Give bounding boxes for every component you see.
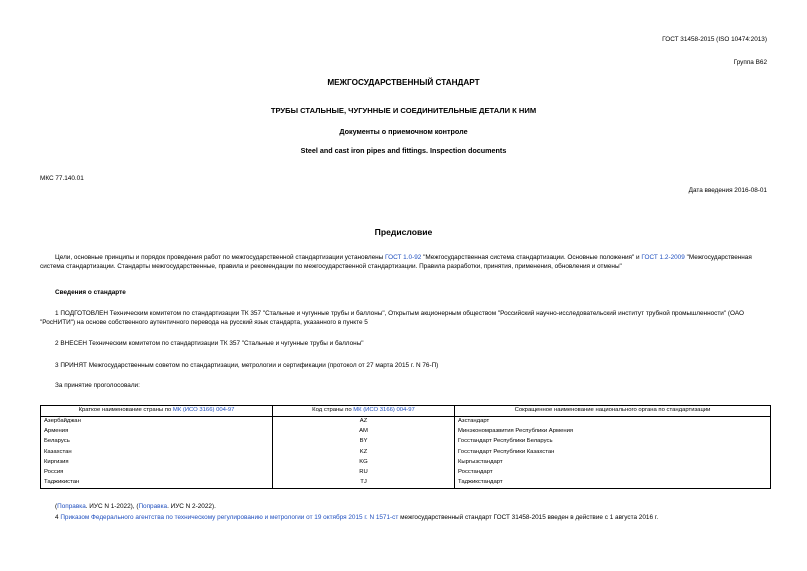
code-cell: RU — [273, 468, 455, 478]
group-code: Группа В62 — [733, 59, 767, 66]
subtitle-en: Steel and cast iron pipes and fittings. Inspection documents — [300, 146, 507, 155]
table-row — [41, 417, 771, 428]
code-cell: KZ — [273, 448, 455, 458]
table-row — [41, 458, 771, 468]
gost-number: ГОСТ 31458-2015 (ISO 10474:2013) — [662, 36, 767, 43]
table-row — [41, 448, 771, 458]
body-cell: Минэкономразвития Республики Армения — [455, 427, 771, 437]
subtitle-ru: Документы о приемочном контроле — [339, 127, 468, 136]
country-cell: Казахстан — [41, 448, 273, 458]
table-row — [41, 478, 771, 489]
item-3-adopted: 3 ПРИНЯТ Межгосударственным советом по стандартизации, метрологии и сертификации (протокол от 27 марта 2015 г. N 76-П) — [55, 362, 439, 369]
header-text: Краткое наименование страны по — [78, 407, 173, 414]
mk-iso-3166-link[interactable]: МК (ИСО 3166) 004-97 — [353, 407, 415, 414]
country-cell: Азербайджан — [41, 417, 273, 428]
preface-text: Цели, основные принципы и порядок проведения работ по межгосударственной стандартизации установлены — [55, 254, 386, 261]
mk-iso-3166-link[interactable]: МК (ИСО 3166) 004-97 — [172, 407, 235, 414]
item-4-enacted — [55, 514, 785, 523]
mks-code: МКС 77.140.01 — [40, 175, 84, 182]
table-row — [41, 427, 771, 437]
main-title: ТРУБЫ СТАЛЬНЫЕ, ЧУГУННЫЕ И СОЕДИНИТЕЛЬНЫЕ ДЕТАЛИ К НИМ — [270, 106, 537, 115]
preface-paragraph — [40, 254, 771, 271]
code-cell: BY — [273, 437, 455, 447]
body-cell: Госстандарт Республики Казахстан — [455, 448, 771, 458]
body-cell: Кыргызстандарт — [455, 458, 771, 468]
body-cell: Таджикстандарт — [455, 478, 771, 489]
country-cell: Киргизия — [41, 458, 273, 468]
code-cell: TJ — [273, 478, 455, 489]
body-cell: Азстандарт — [455, 417, 771, 428]
country-cell: Армения — [41, 427, 273, 437]
item-1-prepared: 1 ПОДГОТОВЛЕН Техническим комитетом по стандартизации ТК 357 "Стальные и чугунные трубы и баллоны", Открытым акционерным обществом "Российский научно-исследовательский институт трубной промышленности" (ОАО "РосНИТИ") на основе собственного аутентичного перевода на русский язык стандарта, указанного в пункте 5 — [40, 310, 744, 326]
intro-date: Дата введения 2016-08-01 — [688, 187, 767, 194]
amend-text: . ИУС N 1-2022), ( — [85, 503, 139, 510]
country-cell: Россия — [41, 468, 273, 478]
body-cell: Росстандарт — [455, 468, 771, 478]
code-cell: KG — [273, 458, 455, 468]
country-cell: Беларусь — [41, 437, 273, 447]
preface-text: "Межгосударственная система стандартизации. Стандарты межгосударственные, правила и рекомендации по межгосударственной стандартизации. Правила разработки, принятия, применения, обновления и отмены" — [40, 254, 752, 270]
item4-text: межгосударственный стандарт ГОСТ 31458-2015 введен в действие с 1 августа 2016 г. — [398, 514, 659, 521]
table-row — [41, 468, 771, 478]
preface-heading: Предисловие — [374, 227, 433, 237]
gost-1-0-92-link[interactable]: ГОСТ 1.0-92 — [385, 254, 422, 261]
item-2-submitted: 2 ВНЕСЕН Техническим комитетом по стандартизации ТК 357 "Стальные и чугунные трубы и баллоны" — [55, 340, 364, 347]
amendment-link-2[interactable]: Поправка — [138, 503, 168, 510]
preface-text: "Межгосударственная система стандартизации. Основные положения" и — [421, 254, 642, 261]
amend-text: ( — [55, 503, 58, 510]
rosstandart-order-link[interactable]: Приказом Федерального агентства по техническому регулированию и метрологии от 19 октября 2015 г. N 1571-ст — [60, 514, 399, 521]
column-header-code — [273, 406, 455, 417]
voted-label: За принятие проголосовали: — [55, 382, 140, 389]
voting-countries-table — [40, 405, 771, 489]
standard-type-heading: МЕЖГОСУДАРСТВЕННЫЙ СТАНДАРТ — [327, 78, 480, 87]
table-row — [41, 437, 771, 447]
item4-text: 4 — [55, 514, 61, 521]
table-header-row — [41, 406, 771, 417]
standard-info-heading: Сведения о стандарте — [55, 289, 126, 296]
body-cell: Госстандарт Республики Беларусь — [455, 437, 771, 447]
amendment-link-1[interactable]: Поправка — [57, 503, 86, 510]
column-header-country — [41, 406, 273, 417]
amendments-line — [55, 503, 216, 512]
header-text: Код страны по — [312, 407, 354, 414]
gost-1-2-2009-link[interactable]: ГОСТ 1.2-2009 — [641, 254, 685, 261]
country-cell: Таджикистан — [41, 478, 273, 489]
code-cell: AM — [273, 427, 455, 437]
code-cell: AZ — [273, 417, 455, 428]
amend-text: . ИУС N 2-2022). — [167, 503, 216, 510]
column-header-body: Сокращенное наименование национального органа по стандартизации — [455, 406, 771, 417]
